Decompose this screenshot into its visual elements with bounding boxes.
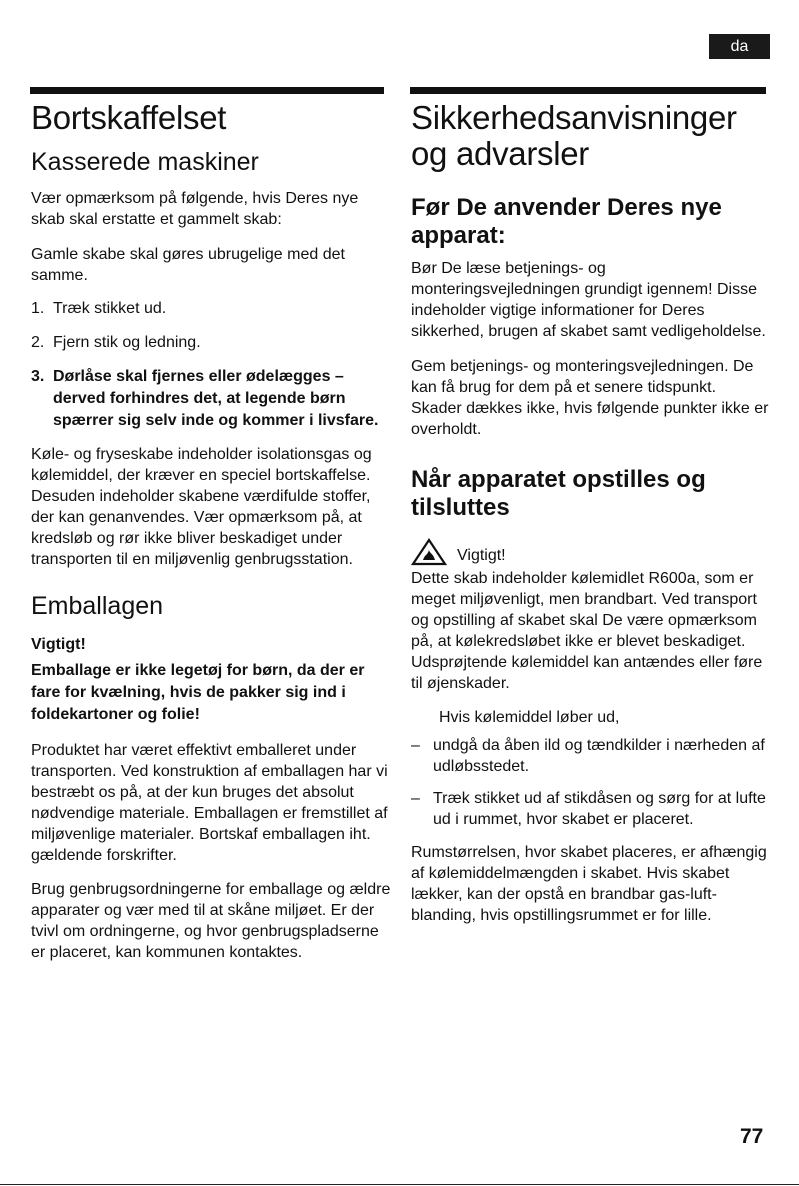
list-text: Dørlåse skal fjernes eller ødelægges – derved forhindres det, at legende børn spærrer sig selv inde og kommer i livsfare. [53,368,379,429]
list-number: 1. [31,300,45,317]
paragraph: Produktet har været effektivt emballeret under transporten. Ved konstruktion af emballagen har vi bestræbt os på, at der kun bruges det absolut nødvendige materiale. Emballagen er fremstillet af miljøvenlige materialer. Bortskaf emballagen iht. gældende forskrifter. [31,742,388,864]
left-column [31,100,391,963]
list-number: 2. [31,334,45,351]
scan-edge-top [0,1184,799,1185]
paragraph: Gamle skabe skal gøres ubrugelige med det samme. [31,246,345,284]
right-column [411,100,769,926]
warning-label: Vigtigt! [31,636,86,653]
warning-row [411,538,769,566]
language-badge: da [709,34,770,59]
section-title-safety: Sikkerhedsanvisninger og advarsler [411,99,737,172]
list-dash: – [411,737,420,754]
list-text: Fjern stik og ledning. [53,334,201,351]
subheading-old-appliances: Kasserede maskiner [31,148,259,176]
list-item [411,788,769,830]
section-title-disposal: Bortskaffelset [31,99,227,136]
left-column-rule [30,87,384,94]
list-text: Træk stikket ud af stikdåsen og sørg for at lufte ud i rummet, hvor skabet er placeret. [433,790,766,828]
paragraph: Dette skab indeholder kølemidlet R600a, som er meget miljøvenligt, men brandbart. Ved transport og opstilling af skabet skal De være opmærksom på, at kølekredsløbet ikke er blevet beskadiget. Udsprøjtende kølemiddel kan antændes eller føre til øjenskader. [411,570,763,692]
subheading-installation: Når apparatet opstilles og tilsluttes [411,466,706,521]
list-number: 3. [31,368,45,385]
right-column-rule [410,87,766,94]
paragraph: Bør De læse betjenings- og monteringsvejledningen grundigt igennem! Disse indeholder vigtige informationer for Deres sikkerhed, brugen af skabet samt vedligeholdelse. [411,260,766,340]
page-number: 77 [740,1125,764,1148]
paragraph: Køle- og fryseskabe indeholder isolationsgas og kølemiddel, der kræver en speciel bortskaffelse. Desuden indeholder skabene værdifulde stoffer, der kan genanvendes. Vær opmærksom på, at kredsløb og rør ikke bliver beskadiget under transporten til en miljøvenlig genbrugsstation. [31,446,372,568]
paragraph: Rumstørrelsen, hvor skabet placeres, er afhængig af kølemiddelmængden i skabet. Hvis skabet lækker, kan der opstå en brandbar gas-luft-blanding, hvis opstillingsrummet er for lille. [411,844,767,924]
list-dash: – [411,790,420,807]
warning-triangle-icon [411,538,447,566]
list-item [31,366,391,432]
paragraph: Hvis kølemiddel løber ud, [439,709,620,726]
list-item [411,735,769,777]
list-text: undgå da åben ild og tændkilder i nærheden af udløbsstedet. [433,737,765,775]
subheading-packaging: Emballagen [31,592,164,620]
paragraph: Gem betjenings- og monteringsvejledningen. De kan få brug for dem på et senere tidspunkt. Skader dækkes ikke, hvis følgende punkter ikke er overholdt. [411,358,769,438]
paragraph: Vær opmærksom på følgende, hvis Deres nye skab skal erstatte et gammelt skab: [31,190,359,228]
disposal-steps-list [31,298,391,432]
paragraph: Brug genbrugsordningerne for emballage og ældre apparater og vær med til at skåne miljøet. Er der tvivl om ordningerne, og hvor genbrugspladserne er placeret, kan kommunen kontaktes. [31,881,391,961]
subheading-before-use: Før De anvender Deres nye apparat: [411,194,722,249]
warning-label: Vigtigt! [457,547,506,564]
list-text: Træk stikket ud. [53,300,167,317]
list-item [31,332,391,353]
list-item [31,298,391,319]
warning-text: Emballage er ikke legetøj for børn, da der er fare for kvælning, hvis de pakker sig ind i foldekartoner og folie! [31,662,365,723]
dash-list [411,735,769,830]
